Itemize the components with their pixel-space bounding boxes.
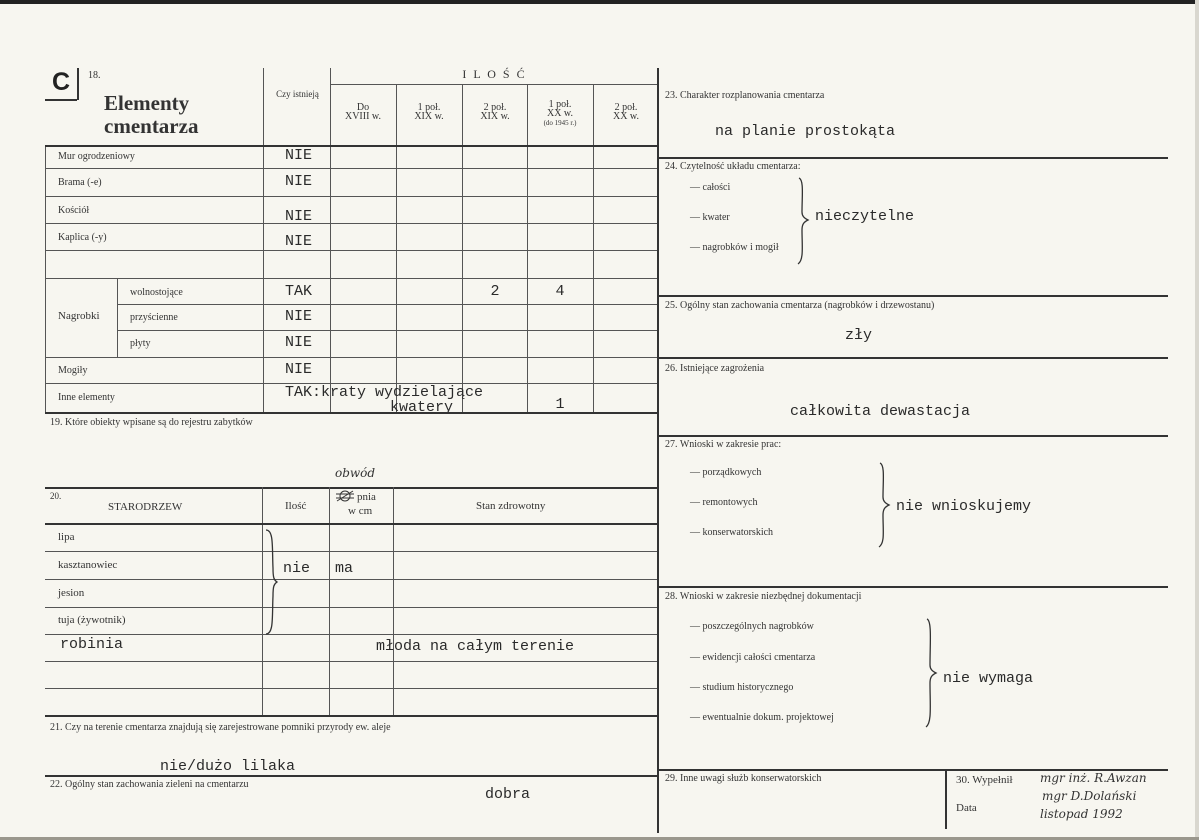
q30-label: 30. Wypełnił [956, 774, 1013, 786]
q28-item-ewidencji: — ewidencji całości cmentarza [690, 652, 816, 663]
element-row-value: TAK [285, 283, 313, 300]
q21-bottom [45, 775, 657, 777]
q23-label: 23. Charakter rozplanowania cmentarza [665, 90, 825, 101]
ilosc-header: I L O Ś Ć [462, 67, 527, 81]
q22-label: 22. Ogólny stan zachowania zieleni na cmentarzu [50, 779, 249, 790]
q20-row-sep [45, 661, 657, 662]
species-robinia: robinia [60, 636, 124, 653]
nagrobki-label: Nagrobki [58, 310, 100, 322]
quantity-q4: 1 [555, 396, 565, 413]
title-line-1: Elementy [104, 91, 190, 115]
logo-underline [45, 99, 77, 101]
col-line-q3 [462, 84, 463, 412]
quantity-q4: 4 [555, 283, 565, 300]
element-row-value: NIE [285, 147, 313, 164]
element-row-value: NIE [285, 208, 313, 225]
q27-item-porzadkowych: — porządkowych [690, 467, 762, 478]
q28-label: 28. Wnioski w zakresie niezbędnej dokumentacji [665, 591, 862, 602]
q24-item-kwater: — kwater [690, 212, 730, 223]
q24-label: 24. Czytelność układu cmentarza: [665, 161, 801, 172]
q29-q30-divider [945, 769, 947, 829]
filled-date: listopad 1992 [1040, 807, 1123, 821]
starodrzew-ma: ma [335, 560, 354, 577]
col-obwod-unit: w cm [348, 505, 373, 517]
q20-row-sep [45, 607, 657, 608]
q25-bottom [657, 357, 1168, 359]
element-row-value: NIE [285, 233, 313, 250]
element-row-value: NIE [285, 308, 313, 325]
element-row-label: płyty [130, 338, 151, 349]
element-row-label: przyścienne [130, 312, 178, 323]
q26-answer: całkowita dewastacja [790, 403, 971, 420]
q20-bottom [45, 715, 657, 717]
q25-answer: zły [845, 327, 873, 344]
q27-answer: nie wnioskujemy [896, 498, 1032, 515]
q27-brace [877, 461, 891, 553]
center-divider [657, 68, 659, 833]
trees-brace [264, 528, 278, 640]
obwod-note: obwód [335, 466, 376, 480]
q24-bottom [657, 295, 1168, 297]
element-row-label: Mur ogrodzeniowy [58, 151, 135, 162]
col-line-q1 [330, 68, 331, 412]
period-header: XX w. [612, 111, 639, 122]
q22-answer: dobra [485, 786, 531, 803]
col-czy-istnieja: Czy istnieją [276, 89, 319, 99]
col-line-q2 [396, 84, 397, 412]
period-header: 1 poł. [417, 102, 441, 113]
element-row-label: Kościół [58, 205, 90, 216]
q25-label: 25. Ogólny stan zachowania cmentarza (nagrobków i drzewostanu) [665, 300, 935, 311]
row-sep [45, 250, 657, 251]
element-row-label: Brama (-e) [58, 177, 102, 188]
q24-item-calosci: — całości [690, 182, 731, 193]
logo-side [77, 68, 79, 100]
q26-bottom [657, 435, 1168, 437]
element-row-value: TAK:kraty wydzielające [285, 384, 484, 401]
filled-by-1: mgr inż. R.Awzan [1040, 771, 1147, 785]
element-row-value: NIE [285, 334, 313, 351]
q20-number: 20. [50, 491, 62, 501]
period-header: (do 1945 r.) [543, 119, 577, 127]
period-header: Do [356, 102, 370, 113]
q28-brace [924, 617, 938, 733]
row-sep [117, 330, 657, 331]
q26-label: 26. Istniejące zagrożenia [665, 363, 765, 374]
q24-answer: nieczytelne [815, 208, 915, 225]
q21-answer: nie/dużo lilaka [160, 758, 296, 775]
q20-row-sep [45, 634, 657, 635]
row-sep-end [45, 412, 657, 414]
q24-brace [796, 176, 810, 270]
quantity-q3: 2 [490, 283, 500, 300]
scan-right-edge [1195, 0, 1199, 840]
filled-by-2: mgr D.Dolański [1042, 789, 1137, 803]
row-sep [45, 223, 657, 224]
scan-top-edge [0, 0, 1199, 4]
element-row-value: NIE [285, 173, 313, 190]
element-row-label: Kaplica (-y) [58, 232, 107, 243]
q27-item-remontowych: — remontowych [690, 497, 758, 508]
row-sep [45, 357, 657, 358]
q20-row-sep [45, 551, 657, 552]
q27-bottom [657, 586, 1168, 588]
row-sep [45, 168, 657, 169]
q23-bottom [657, 157, 1168, 159]
period-header: XVIII w. [344, 111, 381, 122]
q24-item-nagrobkow: — nagrobków i mogił [690, 242, 779, 253]
col-line-q4 [527, 84, 528, 412]
q27-label: 27. Wnioski w zakresie prac: [665, 439, 782, 450]
col-ilosc: Ilość [285, 500, 307, 512]
row-sep [117, 304, 657, 305]
q30-data-label: Data [956, 802, 977, 814]
species-jesion: jesion [58, 587, 85, 599]
period-header: XIX w. [414, 111, 444, 122]
period-header: 1 poł. [548, 99, 572, 110]
col-obwod: pnia [357, 491, 376, 503]
element-row-value: NIE [285, 361, 313, 378]
species-kasztanowiec: kasztanowiec [58, 559, 118, 571]
q20-row-sep [45, 688, 657, 689]
row-sep-header [45, 145, 657, 147]
q29-label: 29. Inne uwagi służb konserwatorskich [665, 773, 822, 784]
col-stan: Stan zdrowotny [476, 500, 546, 512]
row-sep [45, 383, 657, 384]
q23-answer: na planie prostokąta [715, 123, 896, 140]
element-row-label: Mogiły [58, 365, 88, 376]
q20-row-sep [45, 579, 657, 580]
starodrzew-title: STARODRZEW [108, 501, 183, 513]
period-header: 2 poł. [483, 102, 507, 113]
row-sep [45, 196, 657, 197]
section-letter: C [51, 68, 71, 96]
nagrobki-divider [117, 278, 118, 357]
period-header: 2 poł. [614, 102, 638, 113]
q20-col-1 [262, 487, 263, 715]
q28-answer: nie wymaga [943, 670, 1034, 687]
element-row-label: Inne elementy [58, 392, 115, 403]
starodrzew-nie: nie [283, 560, 311, 577]
q28-item-studium: — studium historycznego [690, 682, 794, 693]
species-lipa: lipa [58, 531, 75, 543]
q28-item-projektowej: — ewentualnie dokum. projektowej [690, 712, 834, 723]
q20-header-sep [45, 523, 657, 525]
element-row-value-2: kwatery [390, 399, 454, 416]
col-line-q5 [593, 84, 594, 412]
q20-col-2 [329, 487, 330, 715]
q28-item-nagrobkow: — poszczególnych nagrobków [690, 621, 814, 632]
row-sep [45, 278, 657, 279]
ilosc-line [330, 84, 657, 85]
q19-label: 19. Które obiekty wpisane są do rejestru zabytków [50, 417, 253, 428]
section-number: 18. [88, 70, 101, 81]
element-row-label: wolnostojące [130, 287, 183, 298]
q20-col-3 [393, 487, 394, 715]
period-header: XX w. [546, 108, 573, 119]
q21-label: 21. Czy na terenie cmentarza znajdują się zarejestrowane pomniki przyrody ew. aleje [50, 722, 391, 733]
starodrzew-mloda: młoda na całym terenie [376, 638, 575, 655]
period-header: XIX w. [480, 111, 510, 122]
col-line-czy [263, 68, 264, 412]
species-tuja: tuja (żywotnik) [58, 614, 126, 626]
title-line-2: cmentarza [104, 114, 199, 138]
q27-item-konserwatorskich: — konserwatorskich [690, 527, 774, 538]
